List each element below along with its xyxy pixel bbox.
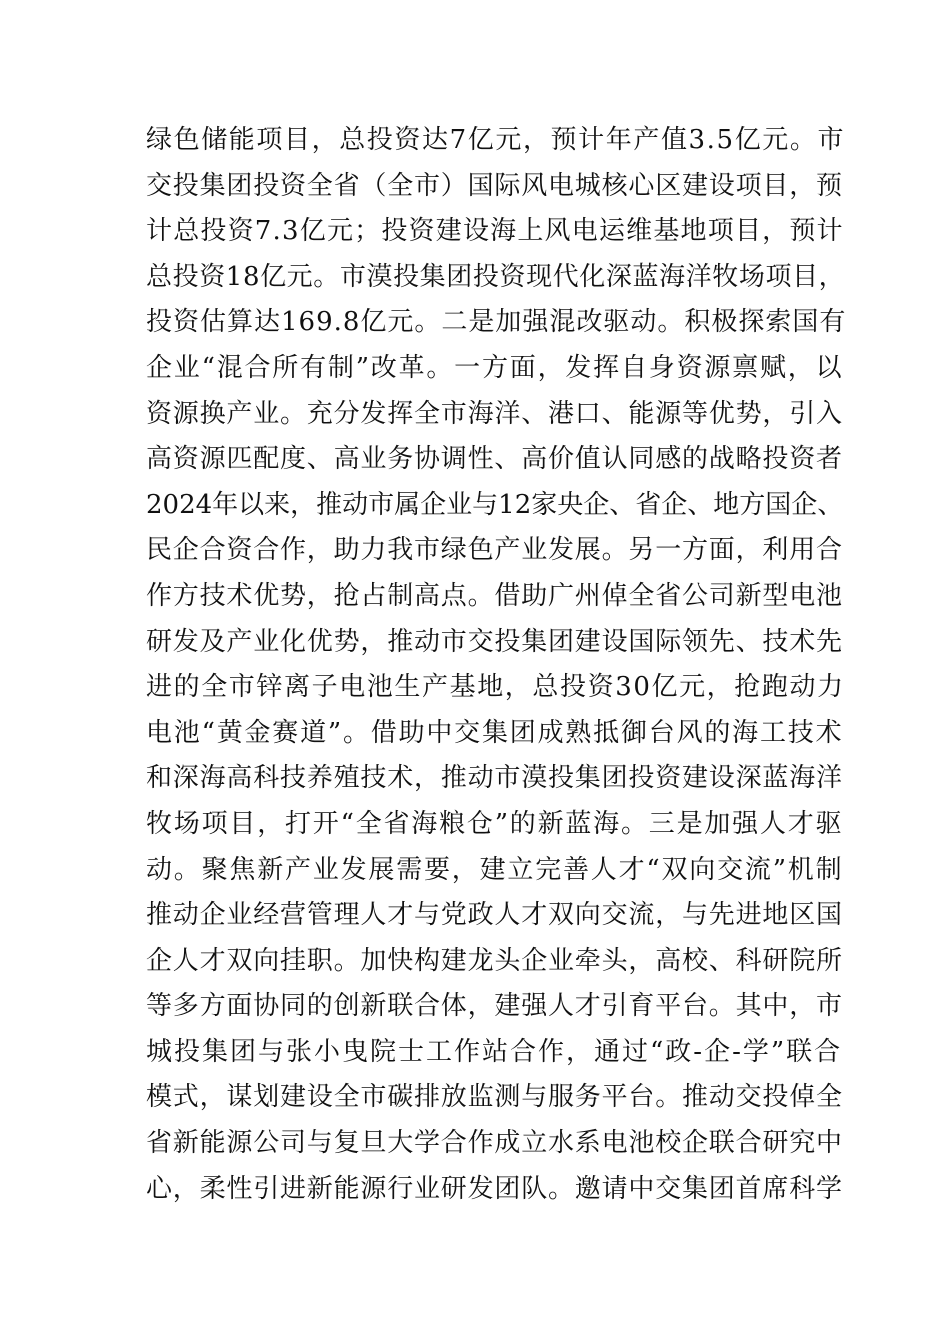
text-line: 总投资18亿元。市漠投集团投资现代化深蓝海洋牧场项目， xyxy=(146,261,846,292)
text-line: 企业“混合所有制”改革。一方面，发挥自身资源禀赋，以 xyxy=(146,352,844,383)
text-line: 动。聚焦新产业发展需要，建立完善人才“双向交流”机制 xyxy=(146,854,844,885)
text-line: 高资源匹配度、高业务协调性、高价值认同感的战略投资者 xyxy=(146,444,843,475)
text-line: 绿色储能项目，总投资达7亿元，预计年产值3.5亿元。市 xyxy=(146,125,846,155)
text-line: 电池“黄金赛道”。借助中交集团成熟抵御台风的海工技术 xyxy=(146,717,844,748)
text-line: 省新能源公司与复旦大学合作成立水系电池校企联合研究中 xyxy=(146,1128,843,1159)
text-line: 资源换产业。充分发挥全市海洋、港口、能源等优势，引入 xyxy=(146,398,843,429)
text-line: 模式，谋划建设全市碳排放监测与服务平台。推动交投倬全 xyxy=(146,1082,843,1113)
text-line: 作方技术优势，抢占制高点。借助广州倬全省公司新型电池 xyxy=(146,580,843,611)
text-line: 牧场项目，打开“全省海粮仓”的新蓝海。三是加强人才驱 xyxy=(146,808,844,839)
text-line: 投资估算达169.8亿元。二是加强混改驱动。积极探索国有 xyxy=(146,307,847,338)
text-line: 城投集团与张小曳院士工作站合作，通过“政-企-学”联合 xyxy=(146,1036,843,1067)
text-line: 研发及产业化优势，推动市交投集团建设国际领先、技术先 xyxy=(146,626,843,657)
text-line: 等多方面协同的创新联合体，建强人才引育平台。其中，市 xyxy=(146,991,843,1022)
text-line: 计总投资7.3亿元；投资建设海上风电运维基地项目，预计 xyxy=(146,216,844,247)
text-line: 2024年以来，推动市属企业与12家央企、省企、地方国企、 xyxy=(146,489,844,520)
text-line: 推动企业经营管理人才与党政人才双向交流，与先进地区国 xyxy=(146,900,843,931)
text-line: 交投集团投资全省（全市）国际风电城核心区建设项目，预 xyxy=(146,170,843,201)
text-line: 企人才双向挂职。加快构建龙头企业牵头，高校、科研院所 xyxy=(146,945,843,976)
text-line: 民企合资合作，助力我市绿色产业发展。另一方面，利用合 xyxy=(146,535,843,566)
text-line: 进的全市锌离子电池生产基地，总投资30亿元，抢跑动力 xyxy=(146,672,845,703)
text-line: 心，柔性引进新能源行业研发团队。邀请中交集团首席科学 xyxy=(146,1173,843,1204)
body-paragraph xyxy=(146,118,846,1212)
text-line: 和深海高科技养殖技术，推动市漠投集团投资建设深蓝海洋 xyxy=(146,763,843,794)
